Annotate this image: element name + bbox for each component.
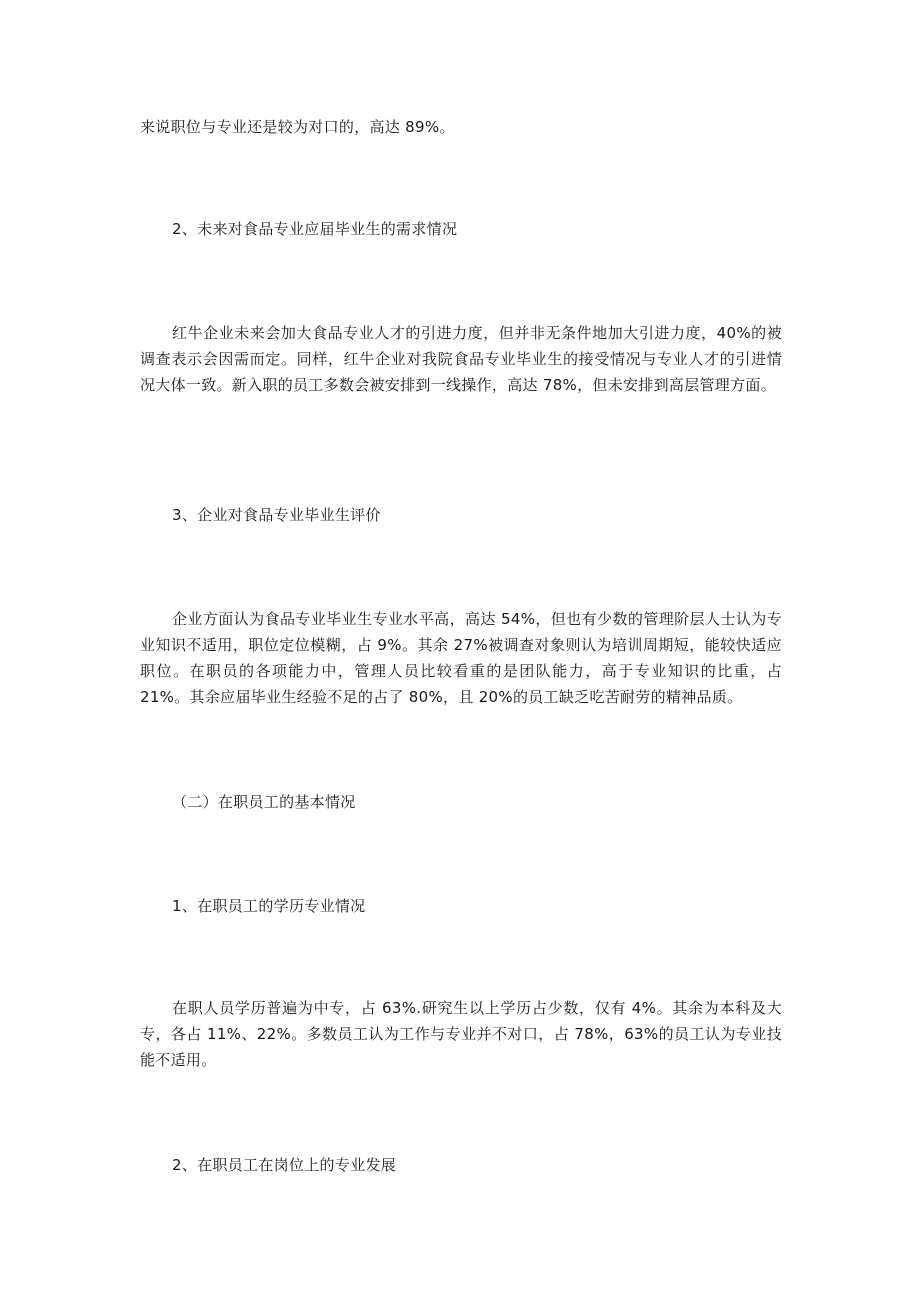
heading-section-employees: （二）在职员工的基本情况: [172, 793, 356, 811]
paragraph-future-demand: 红牛企业未来会加大食品专业人才的引进力度，但并非无条件地加大引进力度，40%的被调查表示会因需而定。同样，红牛企业对我院食品专业毕业生的接受情况与专业人才的引进情况大体一致。新入职的员工多数会被安排到一线操作，高达 78%，但未安排到高层管理方面。: [140, 324, 782, 394]
heading-professional-development: 2、在职员工在岗位上的专业发展: [172, 1156, 397, 1174]
heading-education-major: 1、在职员工的学历专业情况: [172, 897, 366, 915]
paragraph-continuation: 来说职位与专业还是较为对口的，高达 89%。: [140, 118, 455, 136]
paragraph-graduate-evaluation: 企业方面认为食品专业毕业生专业水平高，高达 54%，但也有少数的管理阶层人士认为专业知识不适用，职位定位模糊，占 9%。其余 27%被调查对象则认为培训周期短，能较快适应职位。在职员的各项能力中，管理人员比较看重的是团队能力，高于专业知识的比重，占 21%。其余应届毕业生经验不足的占了 80%，且 20%的员工缺乏吃苦耐劳的精神品质。: [140, 610, 782, 706]
heading-future-demand: 2、未来对食品专业应届毕业生的需求情况: [172, 220, 458, 238]
heading-graduate-evaluation: 3、企业对食品专业毕业生评价: [172, 506, 381, 524]
paragraph-education-major: 在职人员学历普遍为中专，占 63%.研究生以上学历占少数，仅有 4%。其余为本科及大专，各占 11%、22%。多数员工认为工作与专业并不对口，占 78%，63%的员工认为专业技能不适用。: [140, 999, 782, 1069]
